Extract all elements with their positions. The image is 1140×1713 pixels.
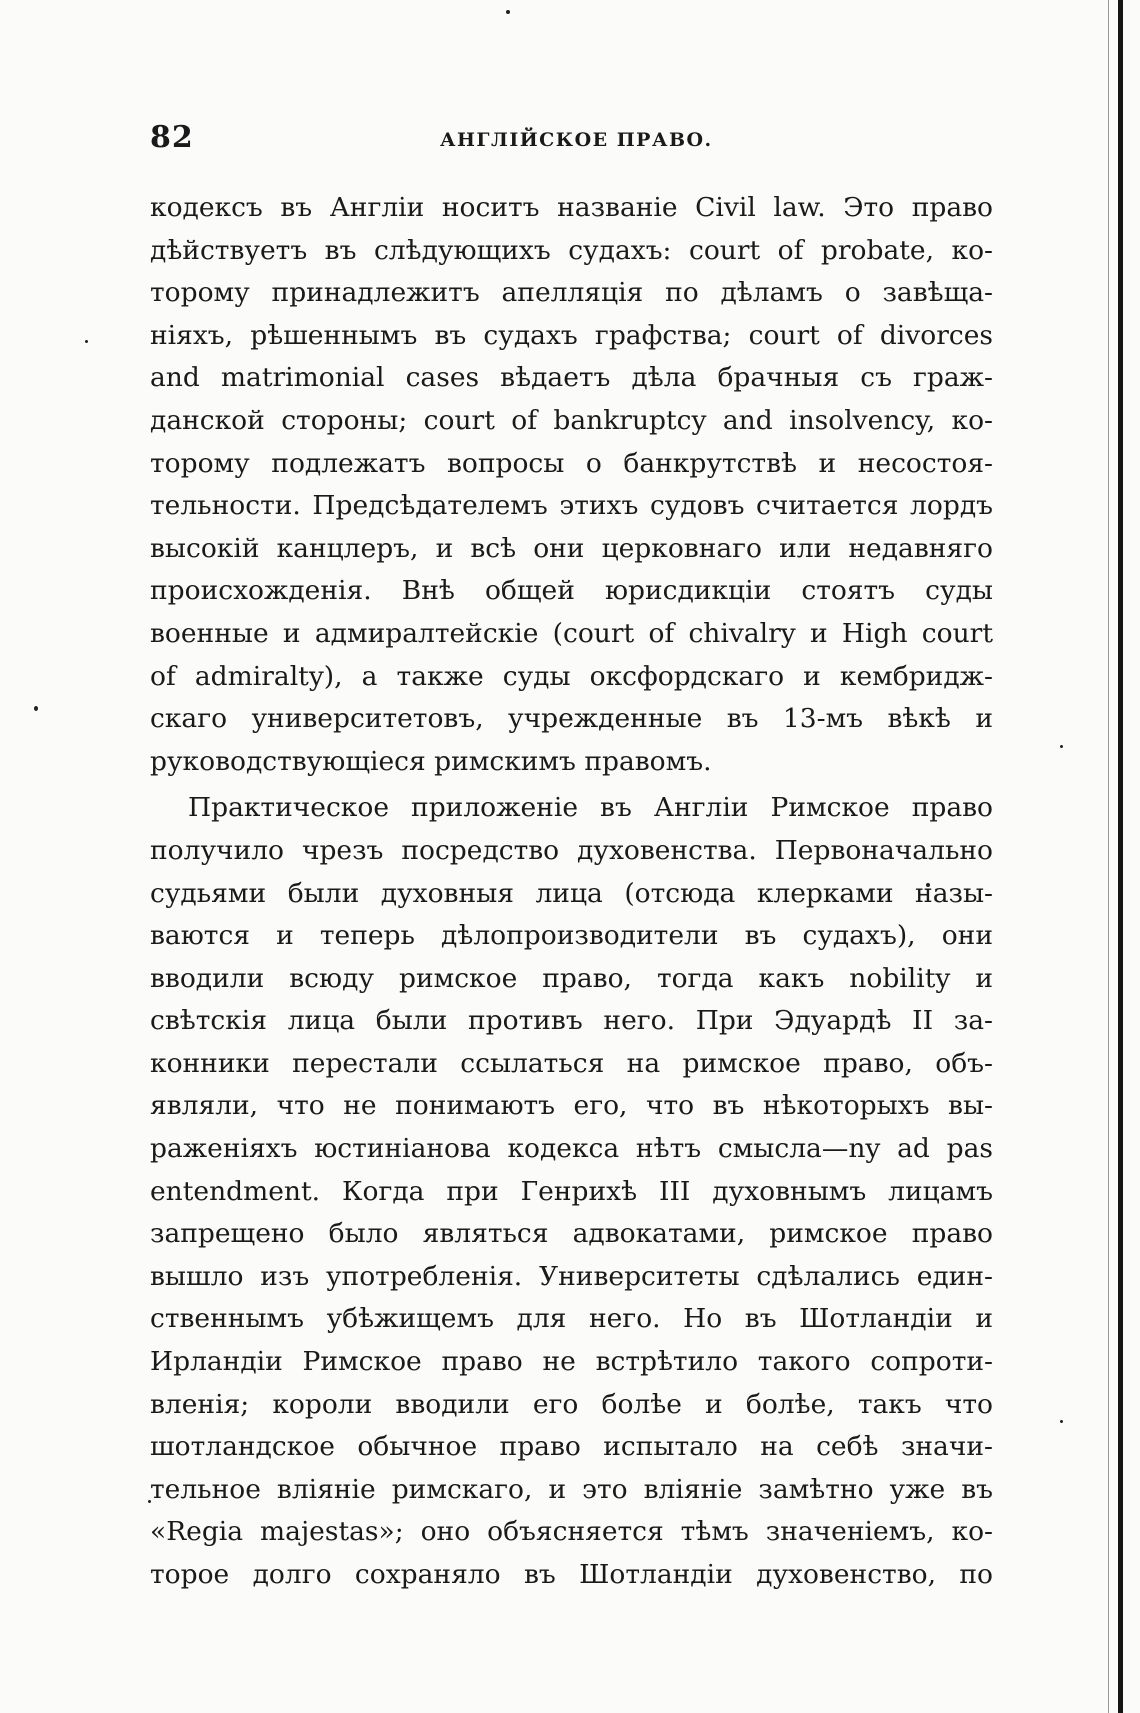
running-title: АНГЛІЙСКОЕ ПРАВО. (440, 129, 713, 151)
text-line: ственнымъ убѣжищемъ для него. Но въ Шотландіи и (150, 1303, 993, 1335)
text-line: Ирландіи Римское право не встрѣтило такого сопроти- (150, 1346, 993, 1378)
text-line: торое долго сохраняло въ Шотландіи духовенство, по (150, 1559, 993, 1590)
page-gutter-shadow (1108, 0, 1109, 1713)
text-line: кодексъ въ Англіи носитъ названіе Civil law. Это право (150, 192, 993, 223)
text-line: данской стороны; court of bankruptcy and insolvency, ко- (150, 404, 993, 436)
ink-speck (34, 706, 38, 711)
text-line: and matrimonial cases вѣдаетъ дѣла брачныя съ граж- (150, 362, 993, 394)
ink-speck (1060, 1420, 1063, 1423)
text-line: скаго университетовъ, учрежденные въ 13-мъ вѣкѣ и (150, 703, 993, 735)
paragraph-1 (150, 187, 993, 783)
text-line: получило чрезъ посредство духовенства. Первоначально (150, 834, 993, 866)
text-line: торому подлежатъ вопросы о банкрутствѣ и несостоя- (150, 447, 993, 479)
text-line: шотландское обычное право испытало на себѣ значи- (150, 1431, 993, 1463)
text-line: вленія; короли вводили его болѣе и болѣе, такъ что (150, 1388, 993, 1420)
text-line: «Regia majestas»; оно объясняется тѣмъ значеніемъ, ко- (150, 1516, 993, 1548)
text-line: происхожденія. Внѣ общей юрисдикціи стоятъ суды (150, 575, 993, 607)
text-line: тельное вліяніе римскаго, и это вліяніе замѣтно уже въ (150, 1473, 993, 1505)
text-line: раженіяхъ юстиніанова кодекса нѣтъ смысла—ny ad pas (150, 1133, 993, 1165)
text-line: высокій канцлеръ, и всѣ они церковнаго или недавняго (150, 532, 993, 564)
text-line: руководствующіеся римскимъ правомъ. (150, 745, 712, 777)
text-line: ніяхъ, рѣшеннымъ въ судахъ графства; court of divorces (150, 319, 993, 351)
text-line: судьями были духовныя лица (отсюда клерками назы- (150, 877, 993, 909)
text-line: военные и адмиралтейскіе (court of chivalry и High court (150, 617, 993, 649)
text-line: свѣтскія лица были противъ него. При Эдуардѣ II за- (150, 1005, 993, 1037)
page-number: 82 (150, 120, 194, 155)
ink-speck (506, 10, 510, 14)
text-line: являли, что не понимаютъ его, что въ нѣкоторыхъ вы- (150, 1090, 993, 1122)
text-line: конники перестали ссылаться на римское право, объ- (150, 1047, 993, 1079)
text-line: запрещено было являться адвокатами, римское право (150, 1218, 993, 1250)
text-line: Практическое приложеніе въ Англіи Римское право (188, 792, 993, 824)
text-line: вышло изъ употребленія. Университеты сдѣлались един- (150, 1260, 993, 1292)
ink-speck (85, 340, 88, 343)
text-line: торому принадлежитъ апелляція по дѣламъ о завѣща- (150, 277, 993, 309)
text-line: тельности. Предсѣдателемъ этихъ судовъ считается лордъ (150, 490, 993, 522)
page-edge-line (1118, 0, 1123, 1713)
text-line: of admiralty), а также суды оксфордскаго и кембридж- (150, 660, 993, 692)
text-line: дѣйствуетъ въ слѣдующихъ судахъ: court of probate, ко- (150, 234, 993, 266)
body-text (150, 187, 993, 1597)
text-line: entendment. Когда при Генрихѣ III духовнымъ лицамъ (150, 1175, 993, 1207)
page-header (150, 120, 1000, 160)
text-line: вводили всюду римское право, тогда какъ nobility и (150, 962, 993, 994)
paragraph-2 (150, 787, 993, 1596)
ink-speck (1060, 745, 1063, 748)
text-line: ваются и теперь дѣлопроизводители въ судахъ), они (150, 920, 993, 952)
